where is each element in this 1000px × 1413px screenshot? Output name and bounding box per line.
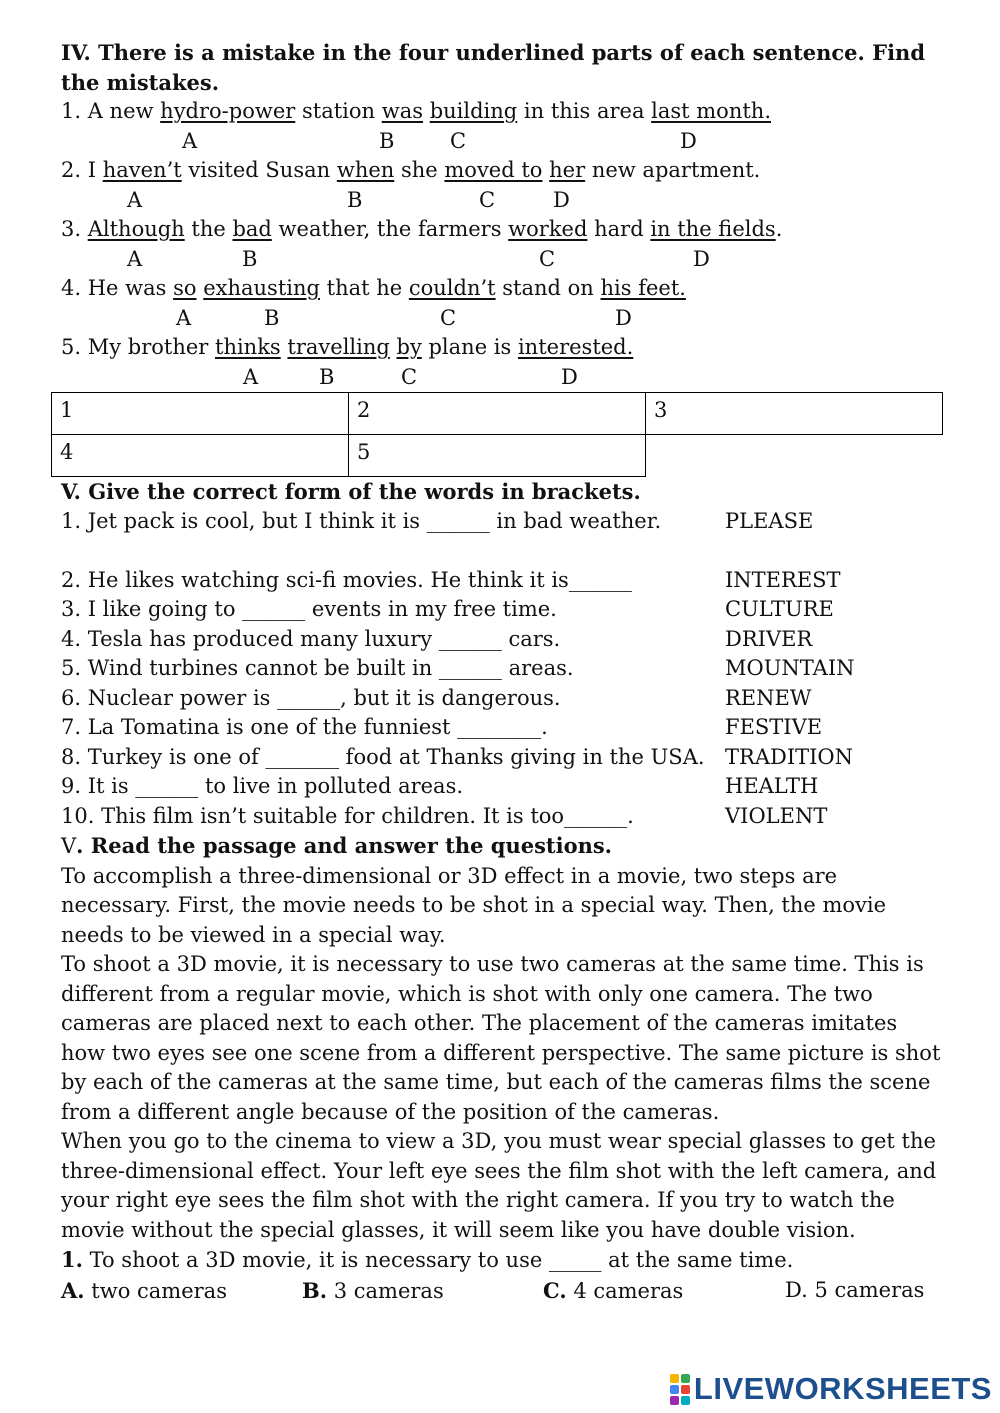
word-form-item-8: 8. Turkey is one of _______ food at Thanks giving in the USA. TRADITION <box>61 743 951 773</box>
logo-text: LIVEWORKSHEETS <box>693 1371 992 1406</box>
mistake-item-3: 3. Although the bad weather, the farmers worked hard in the fields. <box>61 217 783 241</box>
section-4-title: IV. There is a mistake in the four underlined parts of each sentence. Find the mistakes. <box>61 40 926 95</box>
base-word: TRADITION <box>725 744 854 769</box>
word-form-item-1: 1. Jet pack is cool, but I think it is ______ in bad weather. PLEASE <box>61 507 951 537</box>
mistake-item-4: 4. He was so exhausting that he couldn’t stand on his feet. <box>61 276 686 300</box>
word-form-item-3: 3. I like going to ______ events in my free time. CULTURE <box>61 595 951 625</box>
answer-options <box>61 1276 951 1306</box>
base-word: VIOLENT <box>725 803 828 828</box>
word-form-item-2: 2. He likes watching sci-fi movies. He think it is______ INTEREST <box>61 566 951 596</box>
underline-a: hydro-power <box>160 99 296 123</box>
mistake-item-2: 2. I haven’t visited Susan when she moved to her new apartment. <box>61 158 761 182</box>
passage-line: from a different angle because of the position of the cameras. <box>61 1099 720 1124</box>
answer-table <box>51 392 943 477</box>
answer-letters: A B C D <box>243 364 578 389</box>
mistake-item-1: 1. A new hydro-power station was building in this area last month. <box>61 99 771 123</box>
passage-line: To shoot a 3D movie, it is necessary to use two cameras at the same time. This is <box>61 952 924 976</box>
word-form-item-9: 9. It is ______ to live in polluted areas. HEALTH <box>61 772 951 802</box>
passage-line: needs to be viewed in a special way. <box>61 922 446 947</box>
underline-c: couldn’t <box>408 276 496 300</box>
worksheet-page <box>61 38 951 1305</box>
answer-letters: A B C D <box>182 128 697 153</box>
option-b[interactable]: B. 3 cameras <box>302 1277 444 1303</box>
answer-cell-3[interactable]: 3 <box>646 393 943 435</box>
answer-cell-1[interactable]: 1 <box>52 393 349 435</box>
underline-b: when <box>336 158 395 182</box>
underline-a: thinks <box>215 335 281 359</box>
option-a[interactable]: A. two cameras <box>61 1277 227 1303</box>
underline-d: in the fields <box>650 217 776 241</box>
answer-cell-5[interactable]: 5 <box>349 435 646 477</box>
underline-b: was <box>381 99 424 123</box>
passage-line: how two eyes see one scene from a different perspective. The same picture is shot <box>61 1040 941 1065</box>
liveworksheets-logo-icon <box>670 1374 690 1405</box>
passage-line: movie without the special glasses, it will seem like you have double vision. <box>61 1217 856 1242</box>
empty-cell <box>646 435 943 477</box>
underline-c: by <box>396 335 422 359</box>
underline-a: Although <box>87 217 185 241</box>
passage-line: To accomplish a three-dimensional or 3D effect in a movie, two steps are <box>61 863 838 888</box>
base-word: MOUNTAIN <box>725 656 855 680</box>
word-form-item-5: 5. Wind turbines cannot be built in ______ areas. MOUNTAIN <box>61 654 951 684</box>
base-word: PLEASE <box>725 508 814 533</box>
base-word: FESTIVE <box>725 715 823 739</box>
underline-d: his feet. <box>600 276 686 300</box>
mistake-item-5: 5. My brother thinks travelling by plane is interested. <box>61 335 634 359</box>
section-5-title: V. Give the correct form of the words in brackets. <box>61 479 641 504</box>
answer-cell-4[interactable]: 4 <box>52 435 349 477</box>
underline-a: so <box>173 276 197 300</box>
underline-c: moved to <box>444 158 543 182</box>
passage-line: cameras are placed next to each other. The placement of the cameras imitates <box>61 1011 898 1035</box>
liveworksheets-logo <box>670 1371 992 1407</box>
base-word: HEALTH <box>725 774 819 798</box>
underline-c: building <box>429 99 518 123</box>
base-word: INTEREST <box>725 567 841 592</box>
underline-b: travelling <box>287 335 390 359</box>
underline-b: exhausting <box>203 276 320 300</box>
underline-d: interested. <box>517 335 634 359</box>
base-word: RENEW <box>725 685 812 710</box>
passage-line: your right eye sees the film shot with the right camera. If you try to watch the <box>61 1188 895 1212</box>
underline-d: her <box>549 158 586 182</box>
underline-b: bad <box>232 217 272 241</box>
blank-spacer <box>61 536 951 566</box>
reading-question-1: 1. To shoot a 3D movie, it is necessary to use _____ at the same time. <box>61 1247 794 1272</box>
section-6-title: V. Read the passage and answer the questions. <box>61 833 612 858</box>
base-word: CULTURE <box>725 597 834 621</box>
option-c[interactable]: C. 4 cameras <box>543 1277 684 1303</box>
answer-letters: A B C D <box>127 246 710 271</box>
passage-line: When you go to the cinema to view a 3D, you must wear special glasses to get the <box>61 1129 936 1153</box>
underline-a: haven’t <box>102 158 182 182</box>
base-word: DRIVER <box>725 626 813 651</box>
answer-letters: A B C D <box>176 305 632 330</box>
passage-line: necessary. First, the movie needs to be shot in a special way. Then, the movie <box>61 893 887 917</box>
word-form-item-10: 10. This film isn’t suitable for children. It is too______. VIOLENT <box>61 802 951 832</box>
answer-cell-2[interactable]: 2 <box>349 393 646 435</box>
answer-letters: A B C D <box>127 187 570 212</box>
underline-c: worked <box>508 217 588 241</box>
option-d[interactable]: D. 5 cameras <box>785 1277 925 1302</box>
word-form-item-7: 7. La Tomatina is one of the funniest ________. FESTIVE <box>61 713 951 743</box>
passage-line: by each of the cameras at the same time, but each of the cameras films the scene <box>61 1070 931 1094</box>
underline-d: last month. <box>651 99 771 123</box>
word-form-item-4: 4. Tesla has produced many luxury ______ cars. DRIVER <box>61 625 951 655</box>
passage-line: different from a regular movie, which is shot with only one camera. The two <box>61 981 873 1006</box>
passage-line: three-dimensional effect. Your left eye sees the film shot with the left camera, and <box>61 1158 937 1183</box>
word-form-item-6: 6. Nuclear power is ______, but it is dangerous. RENEW <box>61 684 951 714</box>
